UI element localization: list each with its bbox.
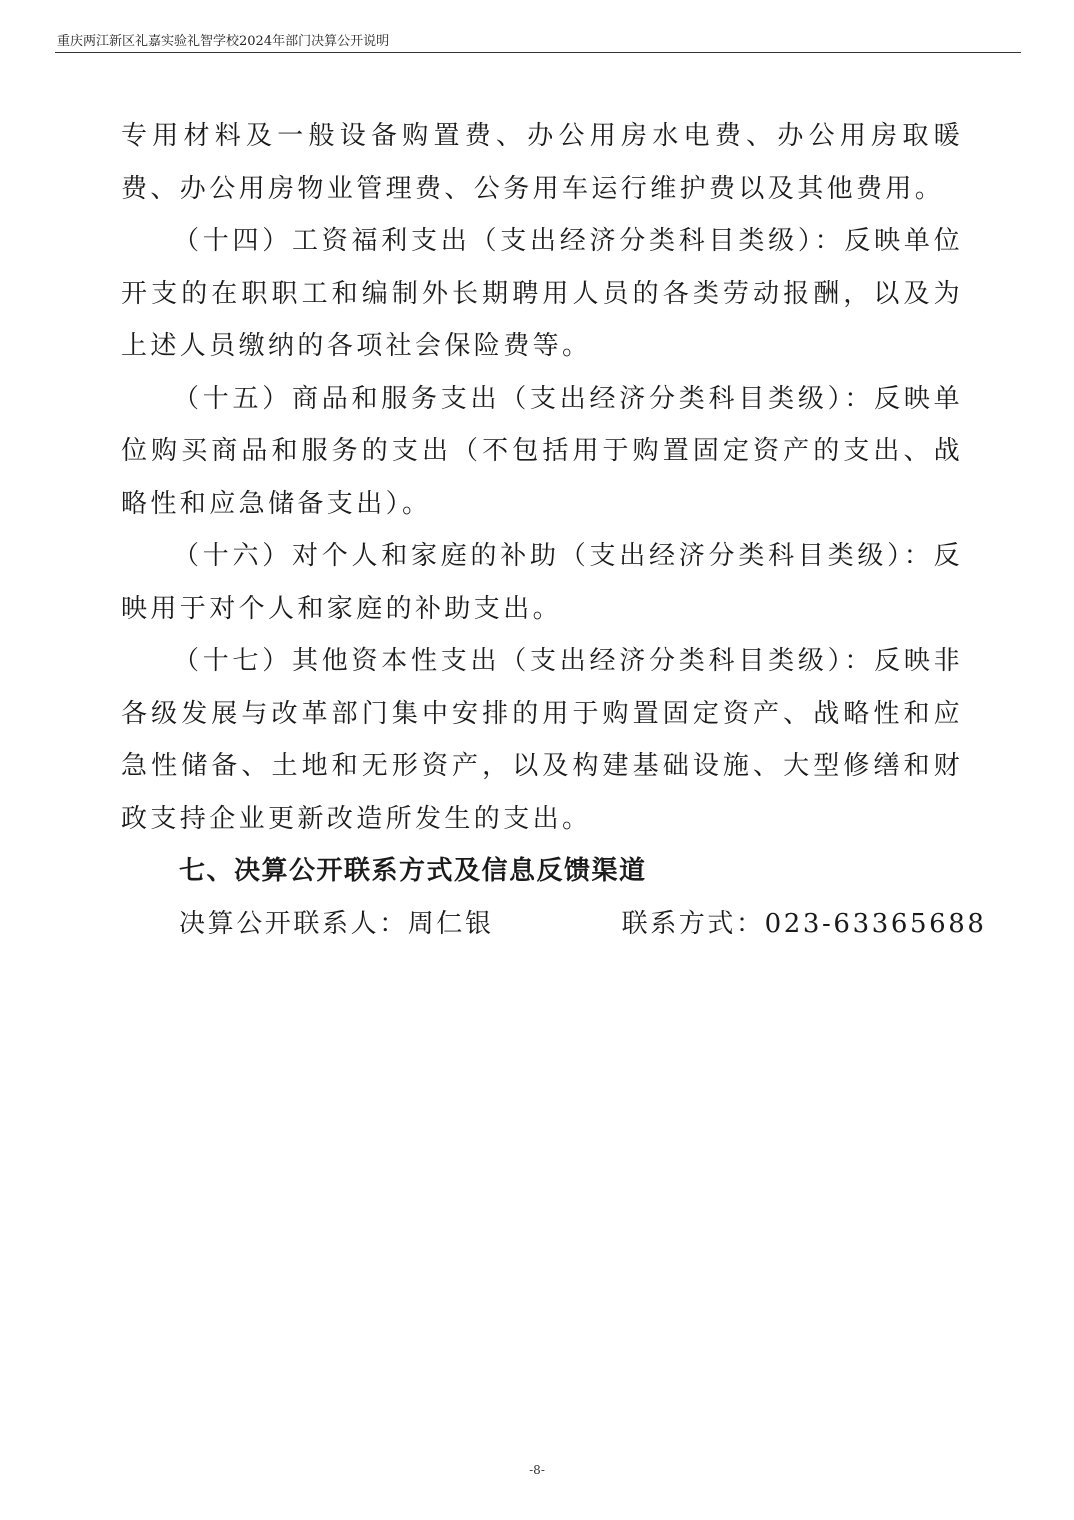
paragraph-item-14: （十四）工资福利支出（支出经济分类科目类级）：反映单位开支的在职职工和编制外长期聘用人员的各类劳动报酬，以及为上述人员缴纳的各项社会保险费等。 bbox=[121, 226, 963, 361]
page-header-title: 重庆两江新区礼嘉实验礼智学校2024年部门决算公开说明 bbox=[57, 34, 390, 49]
header-divider bbox=[55, 52, 1021, 53]
section-heading-contact: 七、决算公开联系方式及信息反馈渠道 bbox=[179, 856, 647, 886]
contact-method: 联系方式：023-63365688 bbox=[621, 908, 987, 939]
paragraph-item-17: （十七）其他资本性支出（支出经济分类科目类级）：反映非各级发展与改革部门集中安排的用于购置固定资产、战略性和应急性储备、土地和无形资产，以及构建基础设施、大型修缮和财政支持企业更新改造所发生的支出。 bbox=[121, 646, 963, 834]
page-number: -8- bbox=[529, 1463, 545, 1477]
paragraph-item-15: （十五）商品和服务支出（支出经济分类科目类级）：反映单位购买商品和服务的支出（不包括用于购置固定资产的支出、战略性和应急储备支出）。 bbox=[121, 383, 963, 519]
paragraph-continued: 专用材料及一般设备购置费、办公用房水电费、办公用房取暖费、办公用房物业管理费、公务用车运行维护费以及其他费用。 bbox=[121, 121, 963, 204]
paragraph-item-16: （十六）对个人和家庭的补助（支出经济分类科目类级）：反映用于对个人和家庭的补助支出。 bbox=[121, 541, 963, 624]
contact-person: 决算公开联系人：周仁银 bbox=[179, 908, 494, 939]
document-body bbox=[121, 110, 987, 950]
contact-line bbox=[121, 898, 987, 951]
